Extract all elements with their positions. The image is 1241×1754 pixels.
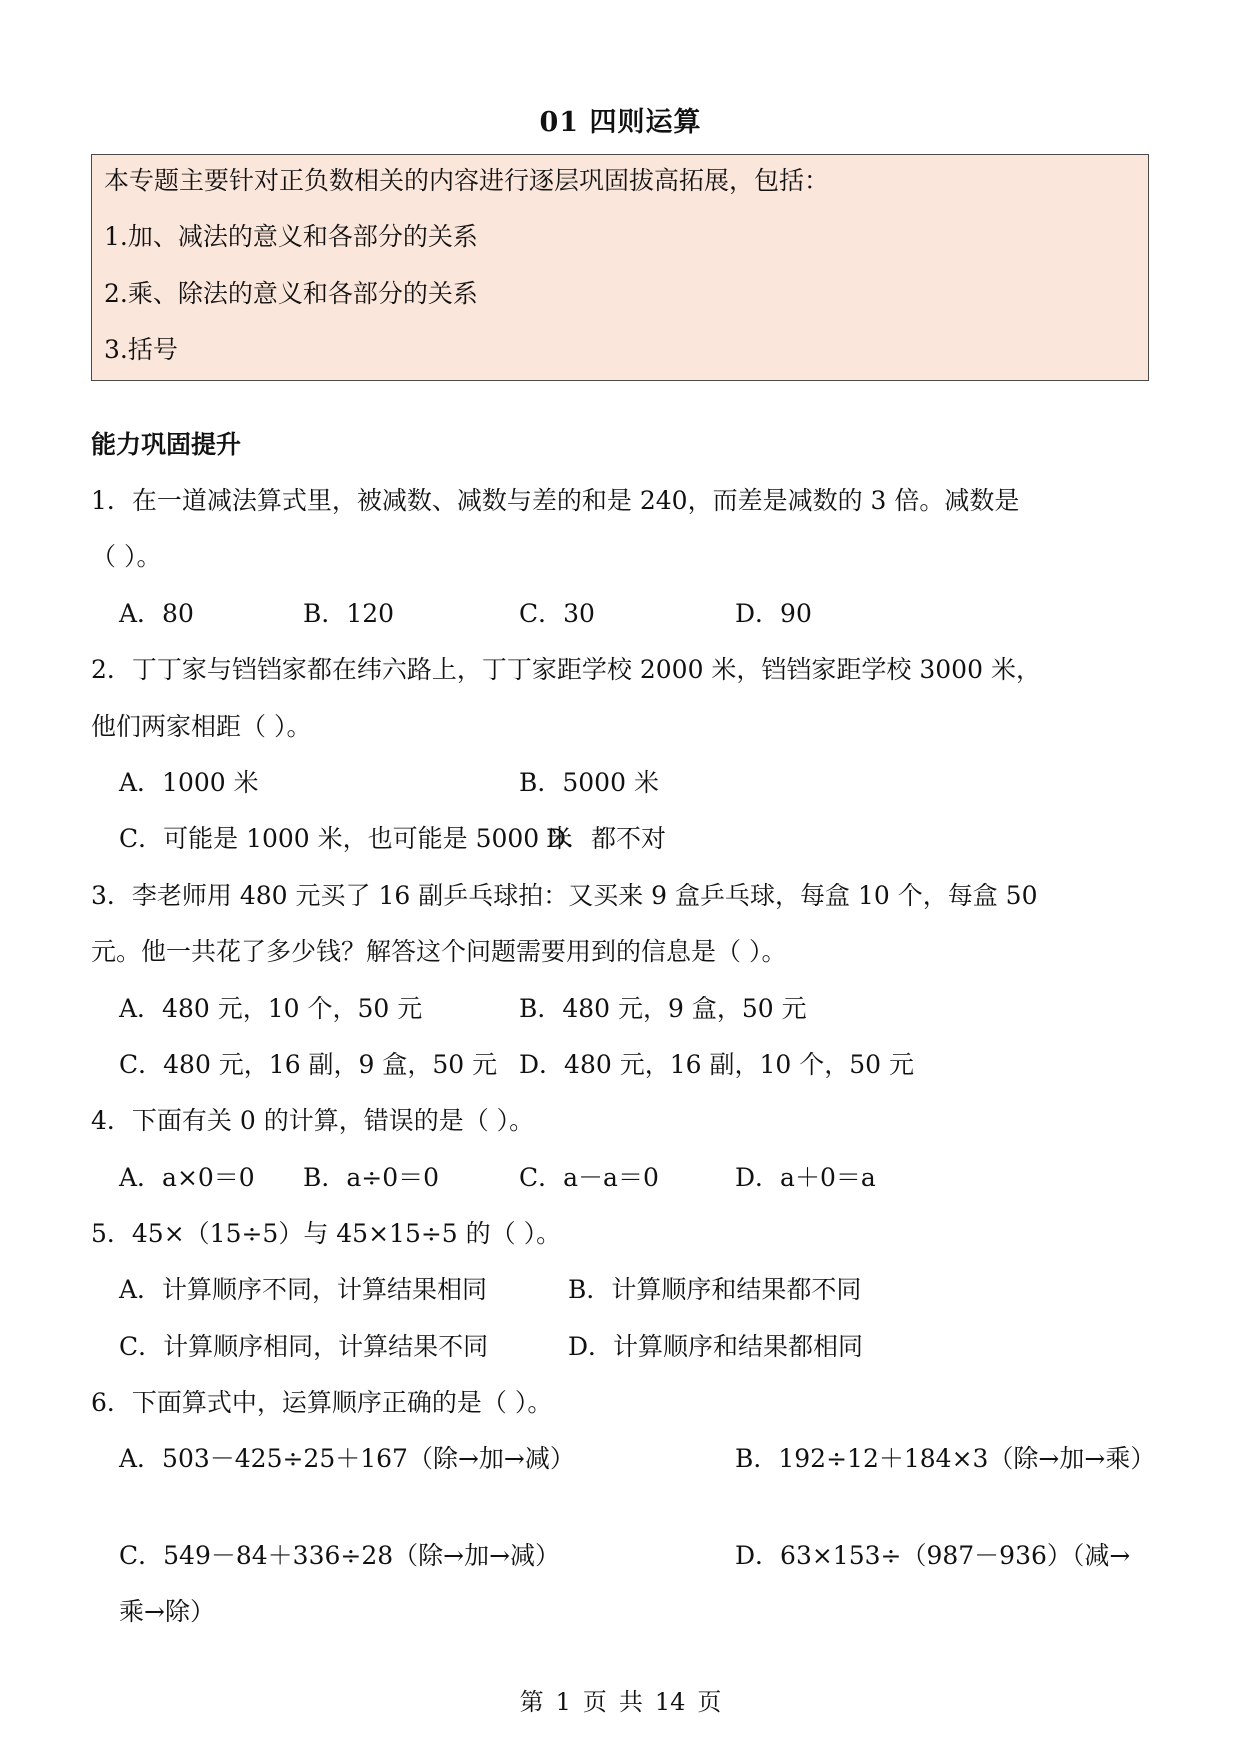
page-title: 01 四则运算 xyxy=(539,107,702,138)
option-a: A．480 元，10 个，50 元 xyxy=(119,994,423,1023)
total-pages: 14 xyxy=(654,1688,686,1716)
option-d: D．90 xyxy=(735,599,812,628)
option-b: B．计算顺序和结果都不同 xyxy=(568,1275,862,1304)
question-2-line-1: 2．丁丁家与铛铛家都在纬六路上，丁丁家距学校 2000 米，铛铛家距学校 3000 米， xyxy=(91,655,1041,684)
question-3-line-1: 3．李老师用 480 元买了 16 副乒乓球拍：又买来 9 盒乒乓球，每盒 10 个，每盒 50 xyxy=(91,881,1038,910)
option-d: D．a＋0＝a xyxy=(735,1163,876,1192)
option-b: B．192÷12＋184×3（除→加→乘） xyxy=(735,1444,1156,1473)
option-b: B．a÷0＝0 xyxy=(303,1163,440,1192)
section-title: 能力巩固提升 xyxy=(91,430,242,459)
intro-line: 1.加、减法的意义和各部分的关系 xyxy=(104,222,478,251)
intro-line: 3.括号 xyxy=(104,335,178,364)
footer-text: 共 xyxy=(618,1688,643,1716)
intro-box xyxy=(91,154,1149,381)
option-a: A．1000 米 xyxy=(119,768,259,797)
footer-text: 页 xyxy=(697,1688,722,1716)
question-1-line-2: （ ）。 xyxy=(91,542,162,571)
question-3-line-2: 元。他一共花了多少钱？解答这个问题需要用到的信息是（ ）。 xyxy=(91,937,787,966)
option-a: A．503－425÷25＋167（除→加→减） xyxy=(119,1444,575,1473)
page-number: 1 xyxy=(555,1688,571,1716)
option-d: D．计算顺序和结果都相同 xyxy=(568,1332,864,1361)
question-5-line-1: 5．45×（15÷5）与 45×15÷5 的（ ）。 xyxy=(91,1219,562,1248)
option-d: D．都不对 xyxy=(546,824,667,853)
question-2-line-2: 他们两家相距（ ）。 xyxy=(91,712,312,741)
option-c: C．计算顺序相同，计算结果不同 xyxy=(119,1332,489,1361)
option-a: A．计算顺序不同，计算结果相同 xyxy=(119,1275,488,1304)
option-c: C．480 元，16 副，9 盒，50 元 xyxy=(119,1050,498,1079)
question-6-line-1: 6．下面算式中，运算顺序正确的是（ ）。 xyxy=(91,1388,553,1417)
option-a: A．a×0＝0 xyxy=(119,1163,255,1192)
option-c: C．30 xyxy=(519,599,595,628)
footer-text: 页 xyxy=(582,1688,607,1716)
intro-line: 2.乘、除法的意义和各部分的关系 xyxy=(104,279,478,308)
option-c: C．549－84＋336÷28（除→加→减） xyxy=(119,1541,561,1570)
question-1-line-1: 1．在一道减法算式里，被减数、减数与差的和是 240，而差是减数的 3 倍。减数是 xyxy=(91,486,1020,515)
page-footer xyxy=(0,1682,1241,1717)
option-c: C．可能是 1000 米，也可能是 5000 米 xyxy=(119,824,573,853)
footer-text: 第 xyxy=(519,1688,544,1716)
option-d: D．480 元，16 副，10 个，50 元 xyxy=(519,1050,914,1079)
option-a: A．80 xyxy=(119,599,194,628)
option-d-continued: 乘→除） xyxy=(119,1597,215,1626)
option-b: B．120 xyxy=(303,599,395,628)
question-4-line-1: 4．下面有关 0 的计算，错误的是（ ）。 xyxy=(91,1106,535,1135)
option-c: C．a－a＝0 xyxy=(519,1163,659,1192)
option-b: B．480 元，9 盒，50 元 xyxy=(519,994,807,1023)
option-d: D．63×153÷（987－936）（减→ xyxy=(735,1541,1131,1570)
intro-line: 本专题主要针对正负数相关的内容进行逐层巩固拔高拓展，包括： xyxy=(104,166,830,195)
option-b: B．5000 米 xyxy=(519,768,659,797)
